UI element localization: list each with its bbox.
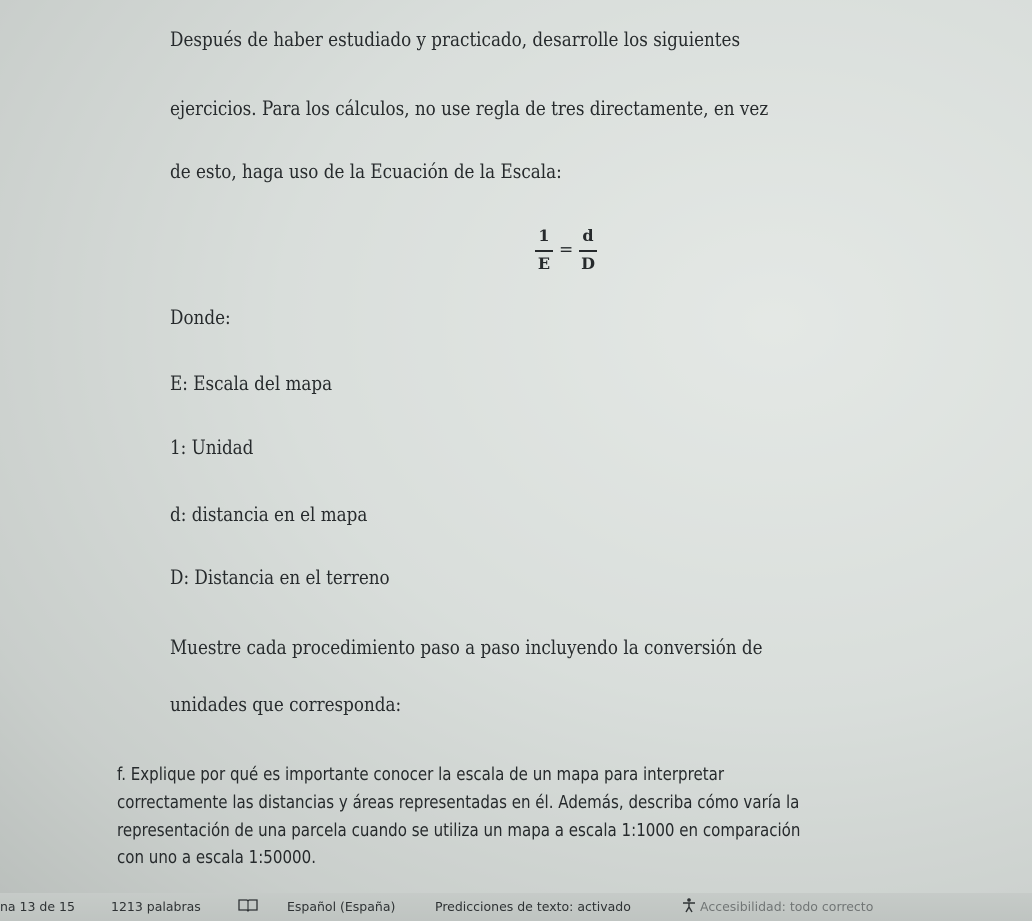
language-indicator[interactable]: Español (España) [287, 899, 396, 914]
question-line-3: representación de una parcela cuando se utiliza un mapa a escala 1:1000 en comparación [117, 821, 801, 841]
right-denominator: D [581, 254, 595, 273]
definition-d-large: D: Distancia en el terreno [170, 566, 390, 589]
page-counter[interactable]: na 13 de 15 [0, 899, 75, 914]
accessibility-icon[interactable] [681, 897, 697, 913]
question-line-2: correctamente las distancias y áreas representadas en él. Además, describa cómo varía la [117, 793, 800, 813]
word-count[interactable]: 1213 palabras [111, 899, 201, 914]
left-fraction-bar [535, 250, 553, 252]
status-bar [0, 893, 1032, 921]
where-label: Donde: [170, 306, 231, 329]
right-fraction-bar [579, 250, 597, 252]
left-denominator: E [537, 254, 551, 273]
intro-line-3: de esto, haga uso de la Ecuación de la Escala: [170, 160, 562, 183]
book-check-icon[interactable] [238, 898, 258, 912]
right-numerator: d [582, 226, 594, 245]
question-line-4: con uno a escala 1:50000. [117, 848, 316, 868]
definition-unit: 1: Unidad [170, 436, 254, 459]
equals-sign: = [559, 240, 574, 260]
definition-d-small: d: distancia en el mapa [170, 503, 368, 526]
left-numerator: 1 [538, 226, 550, 245]
text-predictions-status[interactable]: Predicciones de texto: activado [435, 899, 631, 914]
intro-line-2: ejercicios. Para los cálculos, no use regla de tres directamente, en vez [170, 97, 769, 120]
question-line-1: f. Explique por qué es importante conocer la escala de un mapa para interpretar [117, 765, 725, 785]
instruction-line-1: Muestre cada procedimiento paso a paso incluyendo la conversión de [170, 636, 763, 659]
accessibility-status[interactable]: Accesibilidad: todo correcto [700, 899, 874, 914]
intro-line-1: Después de haber estudiado y practicado, desarrolle los siguientes [170, 28, 741, 51]
instruction-line-2: unidades que corresponda: [170, 693, 402, 716]
scale-equation [535, 226, 605, 278]
definition-e: E: Escala del mapa [170, 372, 333, 395]
